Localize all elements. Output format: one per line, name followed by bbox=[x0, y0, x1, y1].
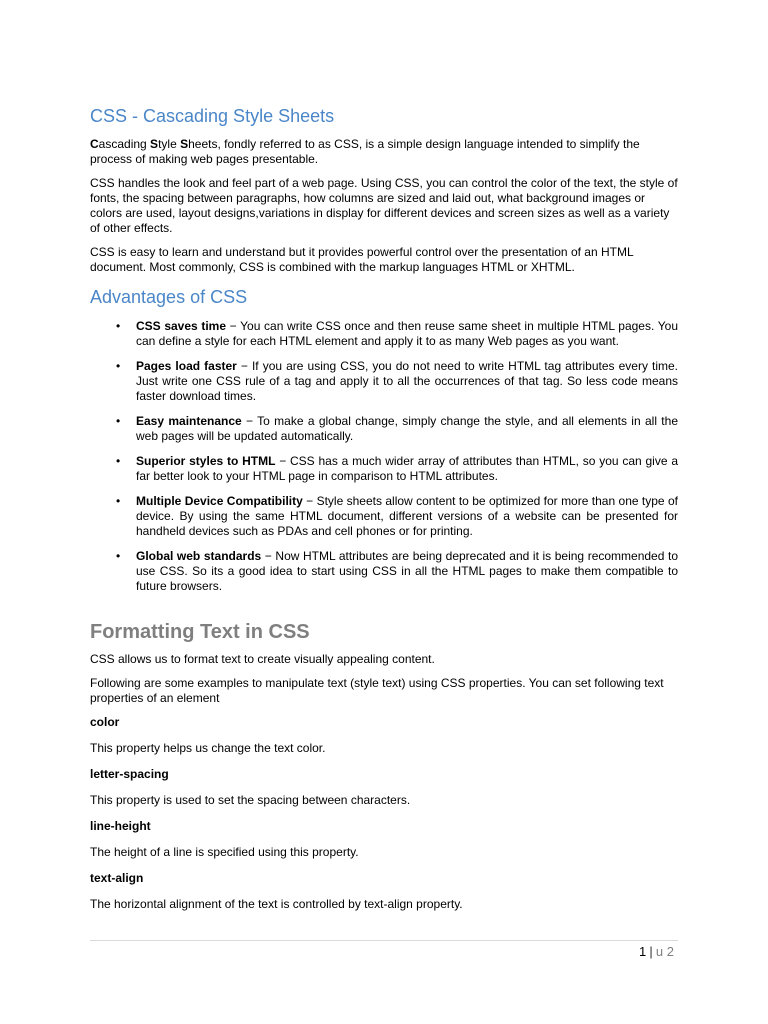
property-name-color: color bbox=[90, 715, 120, 729]
advantage-text: − To make a global change, simply change the style, and all elements in all the web pages will be updated automatically. bbox=[136, 414, 678, 443]
paragraph-format-examples: Following are some examples to manipulate text (style text) using CSS properties. You can set following text properties of an element bbox=[90, 676, 664, 705]
intro-letter-s: S bbox=[150, 137, 159, 151]
heading-advantages-of-css: Advantages of CSS bbox=[90, 287, 248, 307]
intro-tyle: tyle bbox=[158, 137, 181, 151]
page-number: 1 bbox=[639, 944, 647, 959]
heading-css-cascading-style-sheets: CSS - Cascading Style Sheets bbox=[90, 106, 335, 126]
intro-letter-c: C bbox=[90, 137, 99, 151]
paragraph-look-and-feel: CSS handles the look and feel part of a web page. Using CSS, you can control the color of the text, the style of fonts, the spacing between paragraphs, how columns are sized and laid out, what background images or colors are used, layout designs,variations in display for different devices and screen sizes as well as a variety of other effects. bbox=[90, 176, 678, 235]
page-content bbox=[90, 105, 678, 923]
bullet-icon: • bbox=[116, 319, 121, 333]
list-item bbox=[90, 549, 678, 594]
paragraph-format-intro: CSS allows us to format text to create visually appealing content. bbox=[90, 652, 435, 666]
property-desc-line-height: The height of a line is specified using this property. bbox=[90, 845, 359, 859]
page-number-footer bbox=[639, 944, 674, 960]
advantage-text: − You can write CSS once and then reuse same sheet in multiple HTML pages. You can define a style for each HTML element and apply it to as many Web pages as you want. bbox=[136, 319, 678, 348]
property-name-line-height: line-height bbox=[90, 819, 151, 833]
advantage-term: Easy maintenance bbox=[136, 414, 242, 428]
advantage-text: − CSS has a much wider array of attributes than HTML, so you can give a far better look to your HTML page in comparison to HTML attributes. bbox=[136, 454, 678, 483]
bullet-icon: • bbox=[116, 359, 121, 373]
heading-formatting-text-in-css: Formatting Text in CSS bbox=[90, 621, 310, 643]
advantage-term: Multiple Device Compatibility bbox=[136, 494, 303, 508]
paragraph-easy-to-learn: CSS is easy to learn and understand but it provides powerful control over the presentation of an HTML document. Most commonly, CSS is combined with the markup languages HTML or XHTML. bbox=[90, 245, 634, 274]
intro-letter-s2: S bbox=[180, 137, 189, 151]
advantages-list bbox=[90, 319, 678, 594]
advantage-term: Superior styles to HTML bbox=[136, 454, 276, 468]
list-item bbox=[90, 359, 678, 404]
bullet-icon: • bbox=[116, 454, 121, 468]
advantage-term: CSS saves time bbox=[136, 319, 227, 333]
list-item bbox=[90, 319, 678, 349]
advantage-term: Global web standards bbox=[136, 549, 262, 563]
property-desc-letter-spacing: This property is used to set the spacing between characters. bbox=[90, 793, 411, 807]
advantage-term: Pages load faster bbox=[136, 359, 237, 373]
bullet-icon: • bbox=[116, 549, 121, 563]
intro-rest: heets, fondly referred to as CSS, is a simple design language intended to simplify the process of making web pages presentable. bbox=[90, 137, 640, 166]
property-name-letter-spacing: letter-spacing bbox=[90, 767, 169, 781]
property-desc-text-align: The horizontal alignment of the text is controlled by text-align property. bbox=[90, 897, 463, 911]
advantage-text: − If you are using CSS, you do not need to write HTML tag attributes every time. Just write one CSS rule of a tag and apply it to all the occurrences of that tag. So less code means faster download times. bbox=[136, 359, 679, 403]
intro-paragraph bbox=[90, 137, 678, 167]
bullet-icon: • bbox=[116, 494, 121, 508]
list-item bbox=[90, 454, 678, 484]
property-name-text-align: text-align bbox=[90, 871, 144, 885]
page-total: u 2 bbox=[655, 944, 674, 959]
advantage-text: − Now HTML attributes are being deprecated and it is being recommended to use CSS. So its a good idea to start using CSS in all the HTML pages to make them compatible to future browsers. bbox=[136, 549, 678, 593]
intro-ascading: ascading bbox=[98, 137, 151, 151]
list-item bbox=[90, 414, 678, 444]
footer-divider bbox=[90, 940, 678, 941]
advantage-text: − Style sheets allow content to be optimized for more than one type of device. By using the same HTML document, different versions of a website can be presented for handheld devices such as PDAs and cell phones or for printing. bbox=[136, 494, 678, 538]
property-desc-color: This property helps us change the text color. bbox=[90, 741, 326, 755]
page-separator: | bbox=[649, 944, 653, 959]
list-item bbox=[90, 494, 678, 539]
bullet-icon: • bbox=[116, 414, 121, 428]
